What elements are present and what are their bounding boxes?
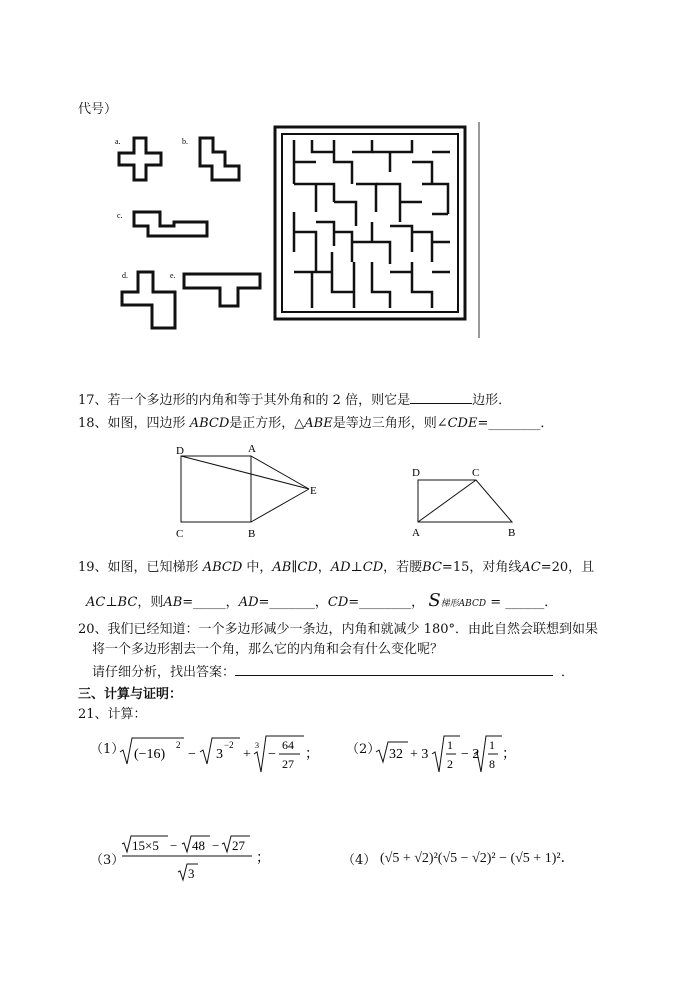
q18-mid2: 是等边三角形，则∠ [332, 416, 448, 431]
problem-3-label: （3） [90, 853, 125, 868]
p1-root-index: 3 [255, 741, 259, 750]
q20-line2: 将一个多边形割去一个角，那么它的内角和会有什么变化呢？ [92, 642, 444, 657]
intro-text: 代号） [78, 102, 118, 117]
q19-ad-blank[interactable]: =_______， [258, 595, 328, 610]
q19-ad-cd: AD⊥CD [330, 560, 384, 575]
q19-text-a: 19、如图，已知梯形 [78, 560, 199, 575]
q19-text-d: =15，对角线 [441, 560, 522, 575]
p1-plus: + [243, 747, 251, 762]
p1-b-exp: −2 [224, 740, 234, 750]
p1-num: 64 [282, 738, 294, 752]
problem-4-label: （4） [342, 853, 377, 868]
puzzle-pieces-figure [110, 128, 270, 338]
q19-cd: CD [327, 595, 349, 610]
p1-tail: ； [305, 747, 319, 762]
fig18-label-a: A [248, 443, 256, 455]
p1-minus: − [188, 747, 196, 762]
problem-3-expression [120, 832, 270, 882]
fig18-label-c: C [176, 528, 184, 540]
p3-n1: 15×5 [132, 838, 159, 853]
fig18-label-d: D [176, 445, 184, 457]
p2-num2: 1 [489, 738, 495, 752]
piece-e-label: e. [170, 271, 176, 280]
question-19-line1 [78, 556, 594, 575]
q19-cd-blank[interactable]: =________， [348, 595, 425, 610]
p2-tail: ； [502, 747, 516, 762]
p2-plus: + 3 [410, 747, 429, 762]
q19-ac-bc: AC⊥BC [86, 595, 138, 610]
question-18 [78, 412, 553, 431]
figure-19 [404, 462, 529, 542]
q19-ab: AB [163, 595, 183, 610]
p3-den: 3 [188, 866, 195, 881]
fig19-label-d: D [412, 467, 420, 479]
q20-line3 [92, 661, 574, 680]
p1-a-exp: 2 [176, 740, 181, 750]
piece-b-shape [200, 138, 239, 180]
p3-n3: 27 [232, 838, 245, 853]
p3-tail: ； [256, 851, 270, 866]
piece-d-shape [122, 272, 175, 328]
piece-d-label: d. [122, 271, 128, 280]
q17-suffix: 边形． [472, 393, 512, 408]
fig19-label-b: B [508, 527, 516, 539]
q19-text-c: ，若腰 [383, 560, 423, 575]
q19-abcd: ABCD [202, 560, 243, 575]
q20-answer-blank[interactable] [235, 663, 553, 676]
q19-area-blank[interactable]: = ______． [490, 595, 558, 610]
fig19-label-c: C [472, 467, 480, 479]
fig18-label-b: B [248, 528, 256, 540]
q20-prompt: 请仔细分析，找出答案： [92, 665, 236, 680]
piece-c-label: c. [117, 211, 123, 220]
q20-end: ． [561, 665, 575, 680]
fig19-label-a: A [412, 527, 420, 539]
piece-c-shape [134, 212, 207, 236]
p3-n2: 48 [192, 838, 205, 853]
q19-text-f: ，则 [137, 595, 164, 610]
problem-2-label: （2） [346, 742, 381, 757]
q19-comma: ， [317, 560, 331, 575]
problem-2-expression [374, 730, 514, 776]
p1-b: 3 [216, 747, 223, 762]
q20-line1: 20、我们已经知道：一个多边形减少一条边，内角和就减少 180°．由此自然会联想到如果 [78, 622, 598, 637]
p1-den: 27 [282, 757, 294, 771]
p1-neg: − [268, 747, 276, 762]
q19-ad: AD [238, 595, 259, 610]
question-17 [78, 389, 511, 408]
q19-area-symbol: S [428, 590, 441, 611]
p2-r1: 32 [389, 747, 403, 762]
q18-answer-blank[interactable]: =________． [477, 416, 554, 431]
p2-den1: 2 [447, 757, 453, 771]
q18-cde: CDE [447, 416, 478, 431]
puzzle-grid-figure [272, 122, 484, 338]
figure-18 [170, 440, 330, 544]
q19-text-b: 中， [246, 560, 273, 575]
section-title: 三、计算与证明： [78, 687, 183, 702]
q21-title: 21、计算： [78, 707, 147, 722]
piece-e-shape [184, 274, 260, 306]
q18-text: 18、如图，四边形 [78, 416, 186, 431]
piece-a-shape [119, 138, 161, 180]
p2-minus: − 2 [461, 747, 480, 762]
p2-den2: 8 [489, 757, 495, 771]
p1-a: (−16) [134, 747, 166, 762]
problem-4-expression: (√5 + √2)²(√5 − √2)² − (√5 + 1)²． [380, 851, 575, 866]
q18-abcd: ABCD [189, 416, 230, 431]
problem-1-label: （1） [90, 742, 125, 757]
q19-ab-blank[interactable]: =_____， [182, 595, 239, 610]
q18-abe: △ABE [294, 416, 333, 431]
q19-bc: BC [422, 560, 442, 575]
q19-area-subscript: 梯形ABCD [440, 599, 487, 609]
question-19-line2 [86, 590, 557, 611]
fig18-label-e: E [310, 485, 317, 497]
piece-a-label: a. [115, 137, 121, 146]
q18-mid: 是正方形， [229, 416, 295, 431]
p2-num1: 1 [447, 738, 453, 752]
p3-m2: − [212, 838, 220, 853]
q19-text-e: =20，且 [540, 560, 595, 575]
q17-answer-blank[interactable] [410, 391, 472, 404]
problem-1-expression [118, 730, 318, 776]
piece-b-label: b. [182, 137, 188, 146]
q19-ab-cd: AB∥CD [272, 560, 318, 575]
p3-m1: − [170, 838, 178, 853]
q17-text: 17、若一个多边形的内角和等于其外角和的 2 倍，则它是 [78, 393, 411, 408]
q19-ac: AC [521, 560, 541, 575]
